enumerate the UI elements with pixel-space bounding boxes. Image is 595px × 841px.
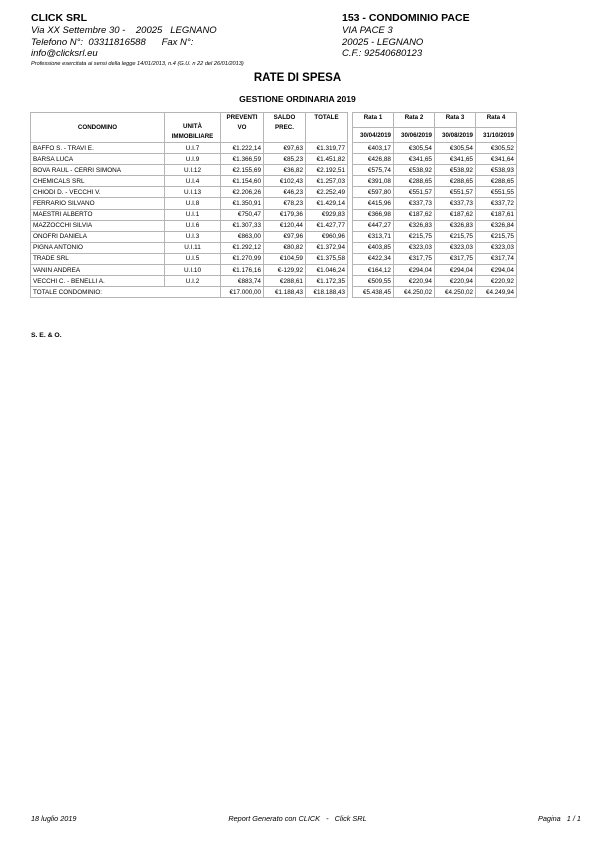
table-row <box>31 176 517 187</box>
amount-cell: €323,03 <box>435 242 476 253</box>
amount-cell: €288,61 <box>264 276 306 287</box>
condomino-name: TRADE SRL <box>31 253 165 264</box>
company-legal: Professione esercitata ai sensi della legge 14/01/2013, n.4 (G.U. n 22 del 26/01/2013) <box>31 60 244 67</box>
amount-cell: €187,62 <box>435 209 476 220</box>
unit-cell: U.I.9 <box>165 154 221 165</box>
condominium-city: 20025 - LEGNANO <box>342 36 424 48</box>
amount-cell: €-129,92 <box>264 265 306 276</box>
table-row <box>31 143 517 154</box>
amount-cell: €2.192,51 <box>306 165 348 176</box>
amount-cell: €538,92 <box>394 165 435 176</box>
amount-cell: €337,72 <box>476 198 517 209</box>
total-cell: €4.249,94 <box>476 287 517 298</box>
condomino-name: PIGNA ANTONIO <box>31 242 165 253</box>
unit-cell: U.I.7 <box>165 143 221 154</box>
total-cell: €4.250,02 <box>435 287 476 298</box>
condomino-name: BARSA LUCA <box>31 154 165 165</box>
amount-cell: €341,65 <box>394 154 435 165</box>
amount-cell: €294,04 <box>394 265 435 276</box>
amount-cell: €337,73 <box>435 198 476 209</box>
amount-cell: €305,54 <box>435 143 476 154</box>
company-phone: Telefono N°: 03311816588 Fax N°: <box>31 36 194 48</box>
header-preventivo <box>221 113 264 143</box>
total-cell: €1.188,43 <box>264 287 306 298</box>
amount-cell: €1.222,14 <box>221 143 264 154</box>
header-preventivo-label: PREVENTI VO <box>226 114 258 131</box>
amount-cell: €1.429,14 <box>306 198 348 209</box>
amount-cell: €366,98 <box>353 209 394 220</box>
unit-cell: U.I.10 <box>165 265 221 276</box>
amount-cell: €1.319,77 <box>306 143 348 154</box>
amount-cell: €929,83 <box>306 209 348 220</box>
amount-cell: €326,83 <box>435 220 476 231</box>
amount-cell: €288,65 <box>435 176 476 187</box>
unit-cell: U.I.12 <box>165 165 221 176</box>
header-date2: 30/06/2019 <box>394 128 435 143</box>
amount-cell: €317,75 <box>394 253 435 264</box>
amount-cell: €597,80 <box>353 187 394 198</box>
unit-cell: U.I.8 <box>165 198 221 209</box>
amount-cell: €1.154,60 <box>221 176 264 187</box>
condomino-name: BOVA RAUL - CERRI SIMONA <box>31 165 165 176</box>
table-row <box>31 209 517 220</box>
condomino-name: CHIODI D. - VECCHI V. <box>31 187 165 198</box>
amount-cell: €403,85 <box>353 242 394 253</box>
condomino-name: VECCHI C. - BENELLI A. <box>31 276 165 287</box>
page-subtitle: GESTIONE ORDINARIA 2019 <box>239 94 356 104</box>
table-row <box>31 198 517 209</box>
amount-cell: €220,92 <box>476 276 517 287</box>
total-cell: €5.438,45 <box>353 287 394 298</box>
header-saldo-label: SALDO PREC. <box>273 114 296 131</box>
total-cell: €18.188,43 <box>306 287 348 298</box>
header-date3: 30/08/2019 <box>435 128 476 143</box>
table-total-row <box>31 287 517 298</box>
table-row <box>31 231 517 242</box>
table-body <box>31 143 517 287</box>
unit-cell: U.I.5 <box>165 253 221 264</box>
amount-cell: €187,61 <box>476 209 517 220</box>
amount-cell: €326,83 <box>394 220 435 231</box>
header-condomino: CONDOMINO <box>31 113 165 143</box>
header-unita <box>165 113 221 143</box>
condominium-name: 153 - CONDOMINIO PACE <box>342 12 470 24</box>
amount-cell: €36,82 <box>264 165 306 176</box>
condomino-name: ONOFRI DANIELA <box>31 231 165 242</box>
amount-cell: €1.350,91 <box>221 198 264 209</box>
amount-cell: €337,73 <box>394 198 435 209</box>
amount-cell: €509,55 <box>353 276 394 287</box>
amount-cell: €341,64 <box>476 154 517 165</box>
header-unita-label: UNITÀ IMMOBILIARE <box>171 123 214 140</box>
amount-cell: €1.307,33 <box>221 220 264 231</box>
amount-cell: €164,12 <box>353 265 394 276</box>
header-date1: 30/04/2019 <box>353 128 394 143</box>
amount-cell: €220,94 <box>435 276 476 287</box>
amount-cell: €1.176,16 <box>221 265 264 276</box>
table-row <box>31 165 517 176</box>
amount-cell: €104,59 <box>264 253 306 264</box>
amount-cell: €2.206,26 <box>221 187 264 198</box>
page-title: RATE DI SPESA <box>253 72 342 84</box>
company-header <box>31 12 331 69</box>
amount-cell: €220,94 <box>394 276 435 287</box>
installments-table <box>30 112 517 298</box>
amount-cell: €403,17 <box>353 143 394 154</box>
amount-cell: €288,65 <box>394 176 435 187</box>
condomino-name: CHEMICALS SRL <box>31 176 165 187</box>
errors-omissions-note: S. E. & O. <box>31 332 62 339</box>
amount-cell: €323,03 <box>394 242 435 253</box>
amount-cell: €422,34 <box>353 253 394 264</box>
amount-cell: €1.451,82 <box>306 154 348 165</box>
table-row <box>31 154 517 165</box>
amount-cell: €80,82 <box>264 242 306 253</box>
unit-cell: U.I.1 <box>165 209 221 220</box>
company-email: info@clicksrl.eu <box>31 48 98 59</box>
amount-cell: €538,93 <box>476 165 517 176</box>
table-row <box>31 276 517 287</box>
condomino-name: BAFFO S. - TRAVI E. <box>31 143 165 154</box>
amount-cell: €288,65 <box>476 176 517 187</box>
table-row <box>31 220 517 231</box>
amount-cell: €313,71 <box>353 231 394 242</box>
amount-cell: €305,54 <box>394 143 435 154</box>
unit-cell: U.I.2 <box>165 276 221 287</box>
amount-cell: €1.292,12 <box>221 242 264 253</box>
header-totale: TOTALE <box>306 113 348 143</box>
amount-cell: €575,74 <box>353 165 394 176</box>
table-row <box>31 187 517 198</box>
unit-cell: U.I.3 <box>165 231 221 242</box>
condomino-name: MAZZOCCHI SILVIA <box>31 220 165 231</box>
amount-cell: €551,57 <box>394 187 435 198</box>
amount-cell: €538,92 <box>435 165 476 176</box>
total-label: TOTALE CONDOMINIO: <box>31 287 221 298</box>
amount-cell: €85,23 <box>264 154 306 165</box>
amount-cell: €78,23 <box>264 198 306 209</box>
table-row <box>31 265 517 276</box>
header-saldo <box>264 113 306 143</box>
amount-cell: €1.046,24 <box>306 265 348 276</box>
amount-cell: €305,52 <box>476 143 517 154</box>
amount-cell: €179,36 <box>264 209 306 220</box>
unit-cell: U.I.11 <box>165 242 221 253</box>
condomino-name: VANIN ANDREA <box>31 265 165 276</box>
condominium-address: VIA PACE 3 <box>342 25 393 36</box>
amount-cell: €551,57 <box>435 187 476 198</box>
amount-cell: €317,75 <box>435 253 476 264</box>
condomino-name: MAESTRI ALBERTO <box>31 209 165 220</box>
amount-cell: €2.155,69 <box>221 165 264 176</box>
amount-cell: €294,04 <box>476 265 517 276</box>
amount-cell: €317,74 <box>476 253 517 264</box>
amount-cell: €883,74 <box>221 276 264 287</box>
amount-cell: €187,62 <box>394 209 435 220</box>
table-row <box>31 253 517 264</box>
header-rata1: Rata 1 <box>353 113 394 128</box>
amount-cell: €120,44 <box>264 220 306 231</box>
amount-cell: €294,04 <box>435 265 476 276</box>
amount-cell: €46,23 <box>264 187 306 198</box>
footer-page: Pagina 1 / 1 <box>537 814 581 823</box>
total-cell: €4.250,02 <box>394 287 435 298</box>
header-rata2: Rata 2 <box>394 113 435 128</box>
amount-cell: €1.372,94 <box>306 242 348 253</box>
company-name: CLICK SRL <box>31 12 87 24</box>
footer-date: 18 luglio 2019 <box>31 814 77 823</box>
company-address: Via XX Settembre 30 - 20025 LEGNANO <box>31 25 217 36</box>
amount-cell: €1.270,99 <box>221 253 264 264</box>
footer-generated: Report Generato con CLICK - Click SRL <box>228 814 367 823</box>
amount-cell: €447,27 <box>353 220 394 231</box>
unit-cell: U.I.13 <box>165 187 221 198</box>
amount-cell: €415,96 <box>353 198 394 209</box>
amount-cell: €97,63 <box>264 143 306 154</box>
amount-cell: €215,75 <box>476 231 517 242</box>
header-rata3: Rata 3 <box>435 113 476 128</box>
amount-cell: €102,43 <box>264 176 306 187</box>
amount-cell: €863,00 <box>221 231 264 242</box>
table-row <box>31 242 517 253</box>
amount-cell: €1.172,35 <box>306 276 348 287</box>
amount-cell: €750,47 <box>221 209 264 220</box>
amount-cell: €1.366,59 <box>221 154 264 165</box>
amount-cell: €1.375,58 <box>306 253 348 264</box>
table-header-row <box>31 113 517 128</box>
amount-cell: €341,65 <box>435 154 476 165</box>
condominium-header <box>342 12 572 60</box>
amount-cell: €323,03 <box>476 242 517 253</box>
amount-cell: €960,96 <box>306 231 348 242</box>
amount-cell: €391,08 <box>353 176 394 187</box>
condomino-name: FERRARIO SILVANO <box>31 198 165 209</box>
amount-cell: €1.427,77 <box>306 220 348 231</box>
amount-cell: €551,55 <box>476 187 517 198</box>
unit-cell: U.I.4 <box>165 176 221 187</box>
amount-cell: €215,75 <box>394 231 435 242</box>
amount-cell: €97,96 <box>264 231 306 242</box>
unit-cell: U.I.6 <box>165 220 221 231</box>
header-date4: 31/10/2019 <box>476 128 517 143</box>
amount-cell: €326,84 <box>476 220 517 231</box>
amount-cell: €1.257,03 <box>306 176 348 187</box>
amount-cell: €426,88 <box>353 154 394 165</box>
total-cell: €17.000,00 <box>221 287 264 298</box>
amount-cell: €215,75 <box>435 231 476 242</box>
condominium-cf: C.F.: 92540680123 <box>342 48 423 59</box>
header-rata4: Rata 4 <box>476 113 517 128</box>
amount-cell: €2.252,49 <box>306 187 348 198</box>
